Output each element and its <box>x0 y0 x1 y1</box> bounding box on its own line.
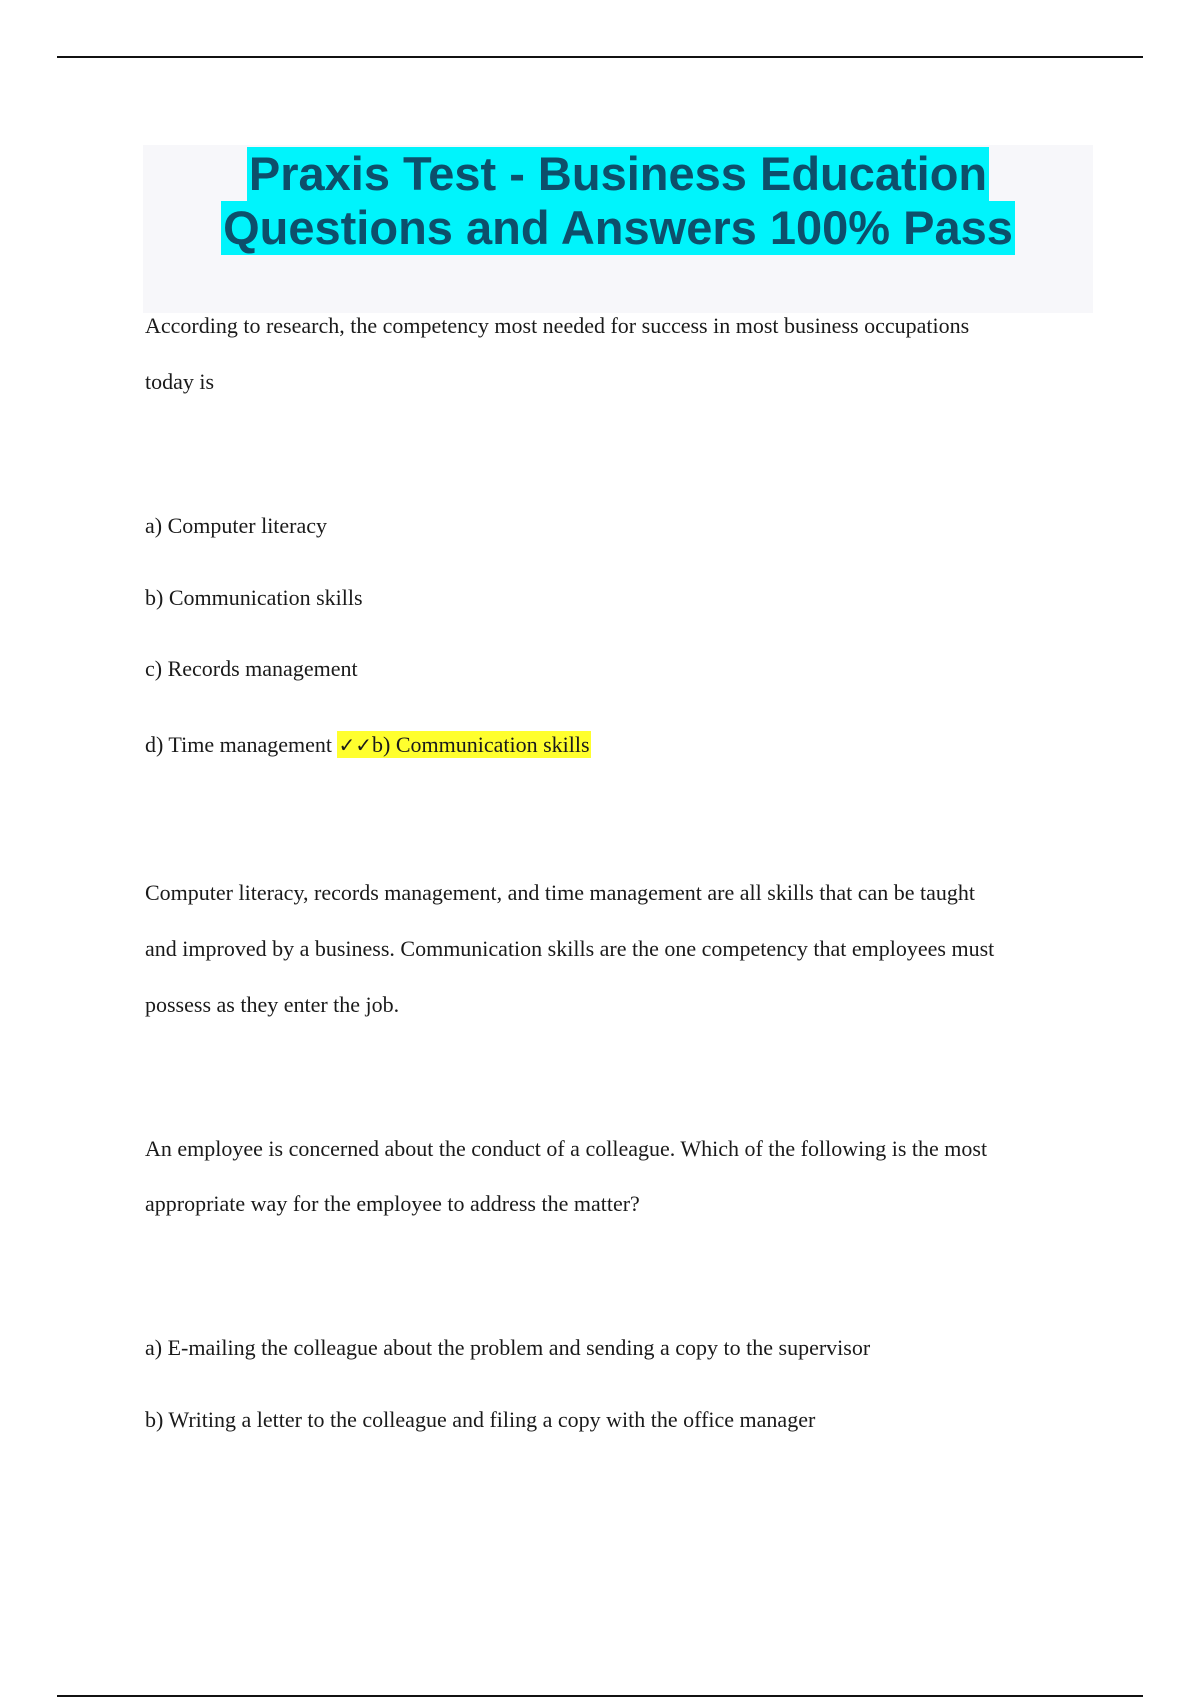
bottom-rule <box>57 1695 1143 1697</box>
q1-option-d-row <box>145 717 591 773</box>
top-rule <box>57 56 1143 58</box>
q2-question-line-1: An employee is concerned about the conduct of a colleague. Which of the following is the most <box>145 1136 988 1161</box>
q1-option-b: b) Communication skills <box>145 585 363 610</box>
q1-answer-highlight <box>337 731 590 758</box>
q1-option-c: c) Records management <box>145 656 358 681</box>
document-title-line-2: Questions and Answers 100% Pass <box>223 201 1013 254</box>
q1-question-line-2: today is <box>145 369 215 394</box>
q1-explanation-line-2: and improved by a business. Communication skills are the one competency that employees must <box>145 936 995 961</box>
q2-option-b: b) Writing a letter to the colleague and filing a copy with the office manager <box>145 1407 816 1432</box>
q1-option-d: d) Time management <box>145 732 332 757</box>
title-banner <box>143 145 1093 313</box>
q1-question-line-1: According to research, the competency most needed for success in most business occupations <box>145 313 970 338</box>
q1-answer: b) Communication skills <box>372 732 590 757</box>
q2-question-line-2: appropriate way for the employee to address the matter? <box>145 1191 640 1216</box>
q1-explanation-line-1: Computer literacy, records management, and time management are all skills that can be taught <box>145 880 975 905</box>
document-title-line-1: Praxis Test - Business Education <box>248 147 988 200</box>
q1-option-a: a) Computer literacy <box>145 513 328 538</box>
q1-explanation-line-3: possess as they enter the job. <box>145 992 400 1017</box>
q2-option-a: a) E-mailing the colleague about the problem and sending a copy to the supervisor <box>145 1335 871 1360</box>
double-check-icon: ✓✓ <box>338 733 372 757</box>
